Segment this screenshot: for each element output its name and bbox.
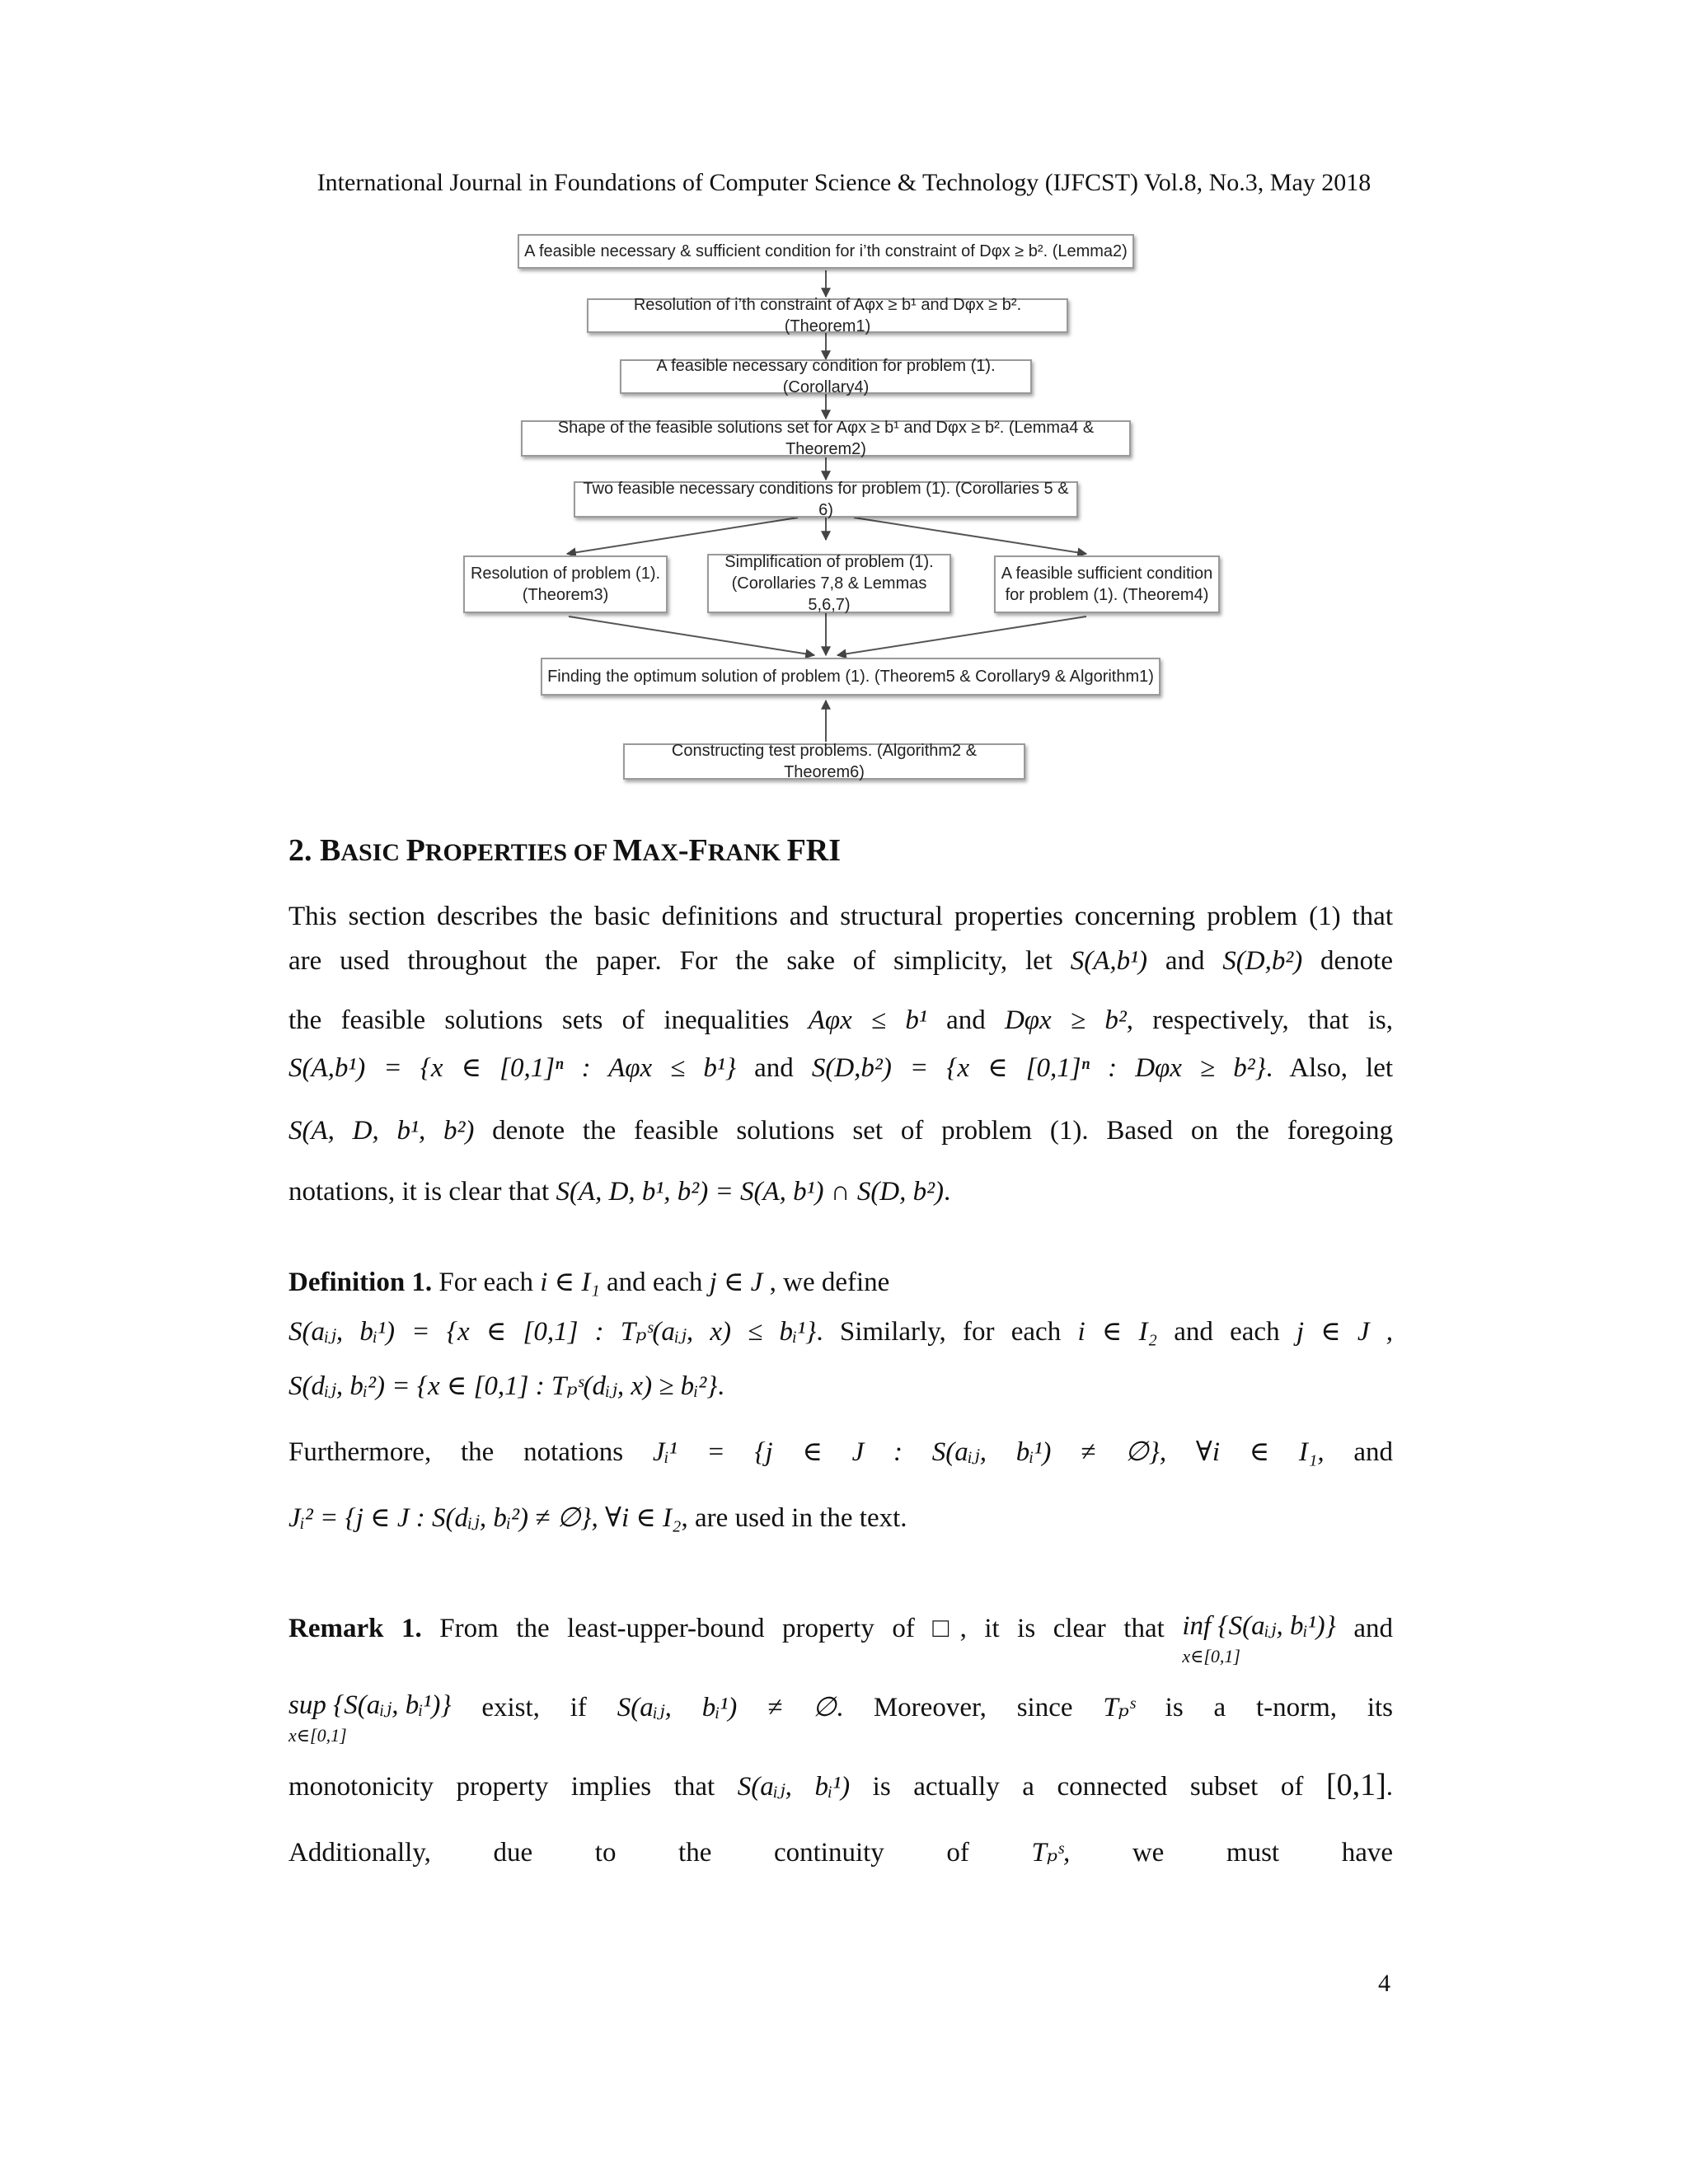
sup-expression [288,1691,452,1750]
flow-box-lemma2 [518,234,1134,269]
title-part: ROPERTIES OF [424,839,613,866]
p1-text: and [754,1053,794,1083]
p1-line-4 [288,1052,1393,1085]
p1-text: denote [1320,946,1393,976]
running-header: International Journal in Foundations of Computer Science & Technology (IJFCST) Vol.8, No.3, May 2018 [316,169,1372,196]
inf-subscript: x∈[0,1] [1182,1646,1240,1666]
title-part: P [406,833,425,868]
def-math: S(dᵢⱼ, bᵢ²) = {x ∈ [0,1] : Tₚˢ(dᵢⱼ, x) ≥ bᵢ²} [288,1371,718,1401]
flow-box-corollary4 [620,359,1032,394]
def-math: i ∈ I₁ [540,1268,600,1297]
remark-text: is a t-norm, its [1165,1693,1393,1722]
def-text: . Similarly, for each [816,1317,1062,1347]
flow-box-theorem1-text: Resolution of i’th constraint of Aφx ≥ b¹ and Dφx ≥ b². (Theorem1) [633,296,1022,335]
remark-word: continuity [773,1838,884,1868]
def-text: . [717,1371,724,1401]
def-line-5 [288,1502,1393,1535]
flow-box-corollary4-text: A feasible necessary condition for problem (1). (Corollary4) [656,357,996,396]
remark-word: due [493,1838,533,1868]
remark-word: to [594,1838,617,1868]
p1-line-2 [288,944,1393,977]
p1-text: and [946,1005,986,1035]
flow-box-theorem3 [463,555,668,613]
p1-text: and [1165,946,1205,976]
title-part: -F [678,833,708,868]
flow-box-simplification-line1: Simplification of problem (1). [724,553,934,571]
def-math: j ∈ J , [1296,1317,1394,1347]
p1-text: the feasible solutions sets of inequalities [288,1005,790,1035]
def-text: and each [607,1268,703,1297]
flow-box-corollaries-5-6-text: Two feasible necessary conditions for problem (1). (Corollaries 5 & 6) [583,480,1069,519]
remark-word: have [1341,1838,1393,1868]
remark-label: Remark 1. [288,1614,422,1643]
remark-line-3 [288,1769,1393,1803]
def-text: and each [1174,1317,1280,1347]
definition-label: Definition 1. [288,1268,433,1297]
p1-math: S(D,b²) [1222,946,1303,976]
flow-box-corollaries-5-6 [574,481,1078,518]
p1-line-6 [288,1175,1393,1208]
remark-word: we [1132,1838,1165,1868]
p1-text: are used throughout the paper. For the sake of simplicity, let [288,946,1053,976]
remark-text: From the least-upper-bound property of [439,1614,915,1643]
p1-math: S(A,b¹) [1070,946,1148,976]
p1-math: S(A,b¹) = {x ∈ [0,1]ⁿ : Aφx ≤ b¹} [288,1053,737,1083]
def-text: notations [523,1437,624,1467]
remark-text: is actually a connected subset of [872,1772,1304,1802]
remark-math: Tₚˢ, [1031,1838,1071,1868]
p1-math: Aφx ≤ b¹ [808,1005,927,1035]
title-part: M [612,833,643,868]
inf-expression [1182,1612,1336,1671]
p1-text: notations, it is clear that [288,1177,550,1207]
def-text: , we define [769,1268,890,1297]
def-math: S(aᵢⱼ, bᵢ¹) = {x ∈ [0,1] : Tₚˢ(aᵢⱼ, x) ≤ bᵢ¹} [288,1317,817,1347]
remark-text: . [1386,1772,1394,1802]
def-line-2 [288,1315,1393,1348]
flow-box-theorem4-line1: A feasible sufficient condition [1001,565,1213,583]
section-number: 2. [288,833,312,868]
flow-box-algorithm2-text: Constructing test problems. (Algorithm2 & Theorem6) [671,742,978,781]
remark-text: . Moreover, since [836,1693,1073,1722]
flowchart-arrows [0,0,1688,824]
def-text: Furthermore, [288,1437,432,1467]
def-math: Jᵢ² = {j ∈ J : S(dᵢⱼ, bᵢ²) ≠ ∅}, [288,1503,598,1533]
flow-box-theorem3-line1: Resolution of problem (1). [470,565,661,583]
sup-subscript: x∈[0,1] [288,1725,347,1746]
title-part: FRI [786,833,842,868]
flow-box-theorem3-line2: (Theorem3) [522,586,609,604]
flowchart [0,0,1688,824]
flow-box-lemma4-theorem2-text: Shape of the feasible solutions set for Aφx ≥ b¹ and Dφx ≥ b². (Lemma4 & Theorem2) [557,419,1095,458]
remark-line-1 [288,1612,1393,1671]
def-math: j ∈ J [709,1268,763,1297]
remark-text: and [1353,1614,1393,1643]
p1-text: This section describes the basic definitions and structural properties concerning problem (1) that [288,902,1393,931]
def-text: the [460,1437,495,1467]
remark-word: Additionally, [288,1838,431,1868]
def-text: , are used in the text. [681,1503,907,1533]
remark-line-4 [288,1836,1393,1869]
remark-text: monotonicity property implies that [288,1772,715,1802]
flow-box-algorithm2 [623,743,1025,780]
remark-math: inf {S(aᵢⱼ, bᵢ¹)} [1182,1611,1336,1641]
flow-box-simplification [707,554,951,613]
remark-math: S(aᵢⱼ, bᵢ¹) ≠ ∅ [617,1693,837,1722]
title-part: B [320,833,341,868]
flow-box-theorem4 [994,555,1220,613]
p1-math: S(A, D, b¹, b²) = S(A, b¹) ∩ S(D, b²) [556,1177,945,1207]
remark-word: must [1226,1838,1280,1868]
page-number: 4 [1378,1970,1390,1997]
flow-box-lemma2-text: A feasible necessary & sufficient condition for i’th constraint of Dφx ≥ b². (Lemma2) [524,242,1128,260]
remark-text: , it is clear that [959,1614,1165,1643]
remark-math: [0,1] [1325,1768,1386,1802]
remark-text: exist, if [481,1693,587,1722]
flow-box-theorem5 [541,658,1160,696]
def-text: and [1353,1437,1394,1467]
p1-math: S(D,b²) = {x ∈ [0,1]ⁿ : Dφx ≥ b²} [811,1053,1266,1083]
p1-text: . [944,1177,951,1207]
flow-box-simplification-line2: (Corollaries 7,8 & Lemmas 5,6,7) [731,574,927,614]
section-title [288,832,841,869]
p1-line-3 [288,1004,1393,1037]
def-math: ∀i ∈ I₂ [605,1503,682,1533]
remark-math: Tₚˢ [1103,1693,1135,1722]
flow-box-theorem1 [587,298,1068,333]
flow-box-lemma4-theorem2 [521,420,1131,457]
def-math: i ∈ I₂ [1077,1317,1157,1347]
remark-line-2 [288,1691,1393,1750]
remark-math: sup {S(aᵢⱼ, bᵢ¹)} [288,1690,452,1720]
p1-text: . Also, let [1265,1053,1394,1083]
def-text: For each [438,1268,533,1297]
flow-box-theorem4-line2: for problem (1). (Theorem4) [1005,586,1209,604]
p1-text: , respectively, that is, [1126,1005,1393,1035]
def-math: Jᵢ¹ = {j ∈ J : S(aᵢⱼ, bᵢ¹) ≠ ∅}, [652,1437,1167,1467]
def-math: ∀i ∈ I₁, [1195,1437,1325,1467]
title-part: RANK [707,839,787,866]
p1-math: S(A, D, b¹, b²) [288,1116,475,1146]
title-part: AX [642,839,678,866]
p1-line-1 [288,900,1393,933]
p1-text: denote the feasible solutions set of problem (1). Based on the foregoing [492,1116,1394,1146]
remark-word: the [678,1838,712,1868]
real-numbers-symbol: □ [932,1614,960,1643]
remark-math: S(aᵢⱼ, bᵢ¹) [737,1772,851,1802]
def-line-3 [288,1370,1393,1403]
p1-line-5 [288,1114,1393,1147]
flow-box-theorem5-text: Finding the optimum solution of problem (1). (Theorem5 & Corollary9 & Algorithm1) [547,668,1154,686]
remark-word: of [946,1838,969,1868]
title-part: ASIC [340,839,406,866]
p1-math: Dφx ≥ b² [1004,1005,1127,1035]
def-line-4 [288,1436,1393,1469]
def-line-1 [288,1266,1393,1299]
